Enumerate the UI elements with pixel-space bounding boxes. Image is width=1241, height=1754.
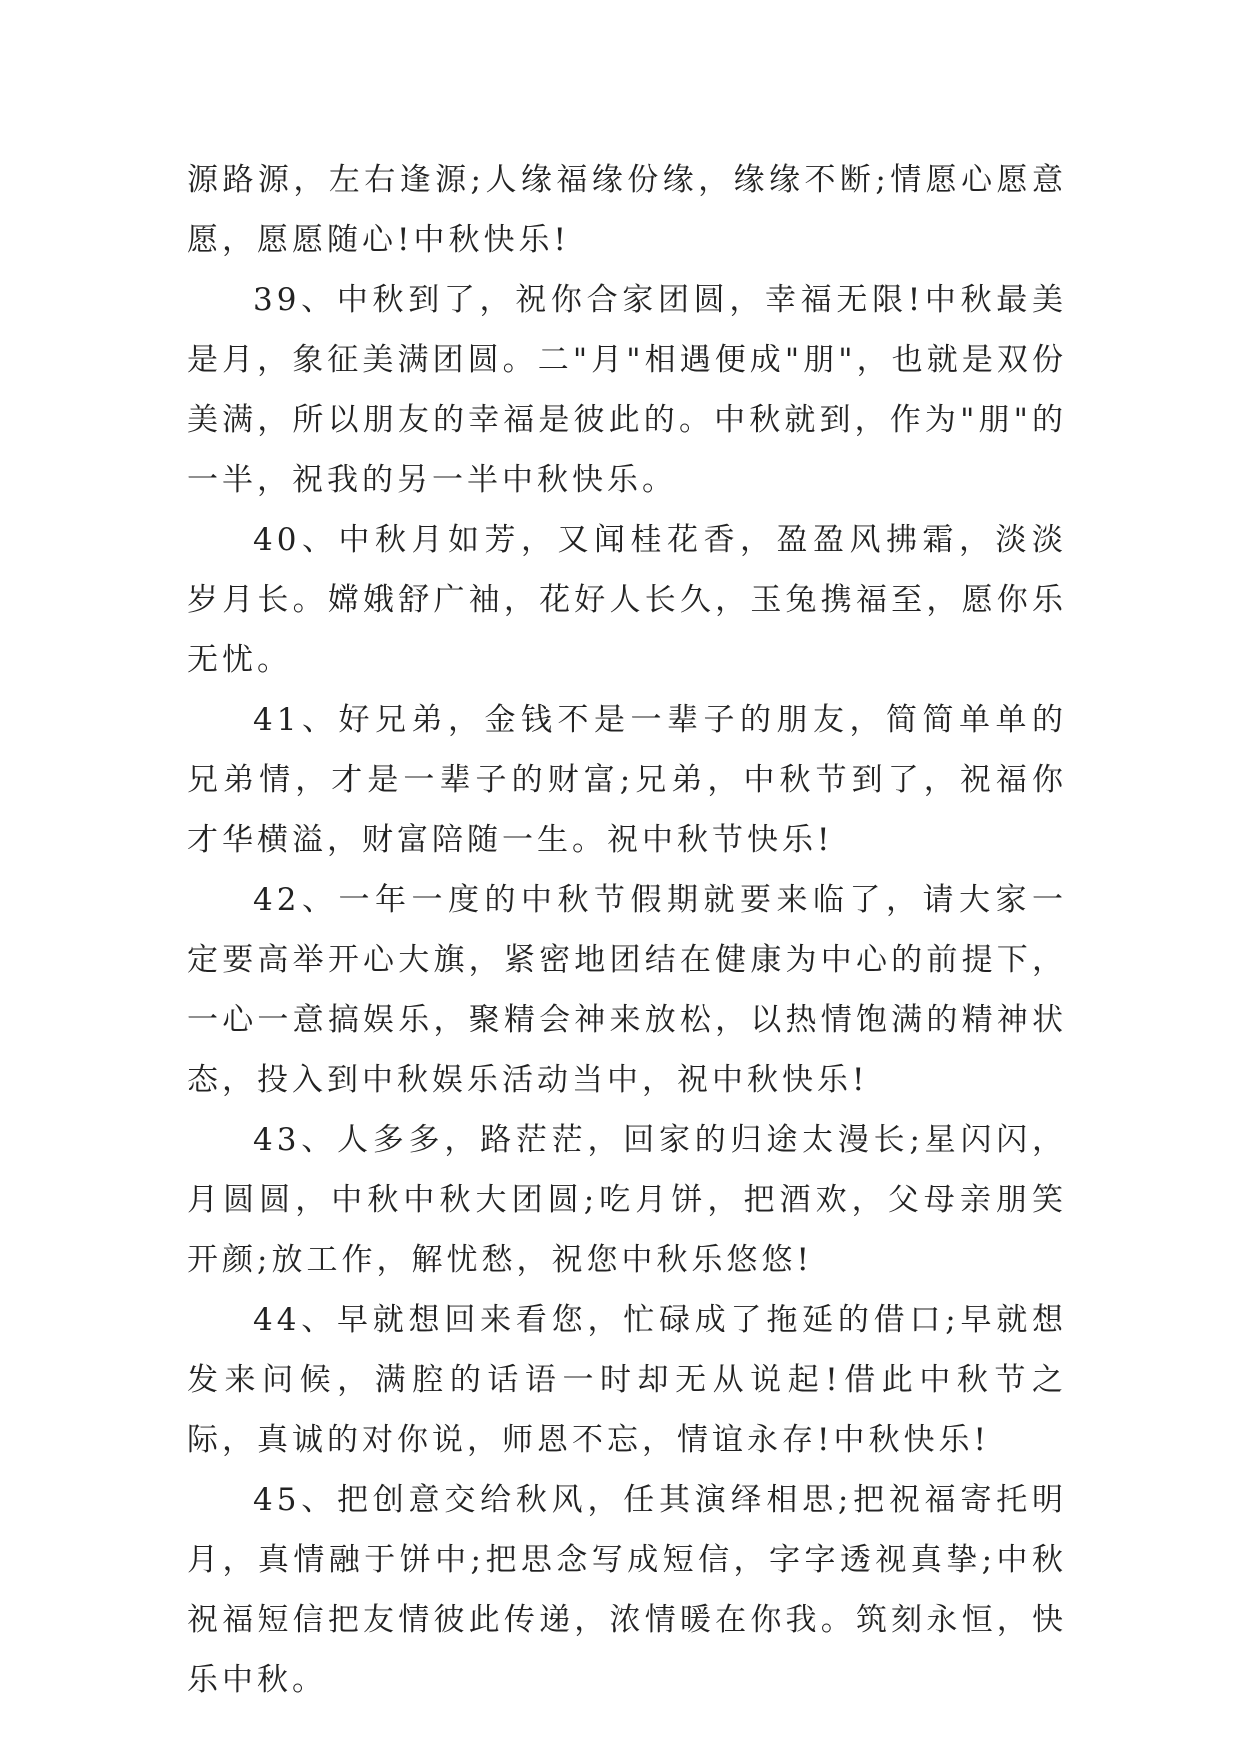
paragraph-44: 44、早就想回来看您，忙碌成了拖延的借口;早就想发来问候，满腔的话语一时却无从说起!借此中秋节之际，真诚的对你说，师恩不忘，情谊永存!中秋快乐! xyxy=(187,1302,1067,1458)
paragraph-40: 40、中秋月如芳，又闻桂花香，盈盈风拂霜，淡淡岁月长。嫦娥舒广袖，花好人长久，玉兔携福至，愿你乐无忧。 xyxy=(187,522,1067,678)
paragraph-43: 43、人多多，路茫茫，回家的归途太漫长;星闪闪，月圆圆，中秋中秋大团圆;吃月饼，把酒欢，父母亲朋笑开颜;放工作，解忧愁，祝您中秋乐悠悠! xyxy=(187,1122,1067,1278)
paragraph-45: 45、把创意交给秋风，任其演绎相思;把祝福寄托明月，真情融于饼中;把思念写成短信，字字透视真挚;中秋祝福短信把友情彼此传递，浓情暖在你我。筑刻永恒，快乐中秋。 xyxy=(187,1482,1067,1698)
paragraph-42: 42、一年一度的中秋节假期就要来临了，请大家一定要高举开心大旗，紧密地团结在健康为中心的前提下，一心一意搞娱乐，聚精会神来放松，以热情饱满的精神状态，投入到中秋娱乐活动当中，祝中秋快乐! xyxy=(187,882,1067,1098)
paragraph-41: 41、好兄弟，金钱不是一辈子的朋友，简简单单的兄弟情，才是一辈子的财富;兄弟，中秋节到了，祝福你才华横溢，财富陪随一生。祝中秋节快乐! xyxy=(187,702,1067,858)
document-body xyxy=(187,150,1067,1710)
paragraph-continued: 源路源，左右逢源;人缘福缘份缘，缘缘不断;情愿心愿意愿，愿愿随心!中秋快乐! xyxy=(187,162,1067,258)
paragraph-39: 39、中秋到了，祝你合家团圆，幸福无限!中秋最美是月，象征美满团圆。二"月"相遇便成"朋"，也就是双份美满，所以朋友的幸福是彼此的。中秋就到，作为"朋"的一半，祝我的另一半中秋快乐。 xyxy=(187,282,1067,498)
